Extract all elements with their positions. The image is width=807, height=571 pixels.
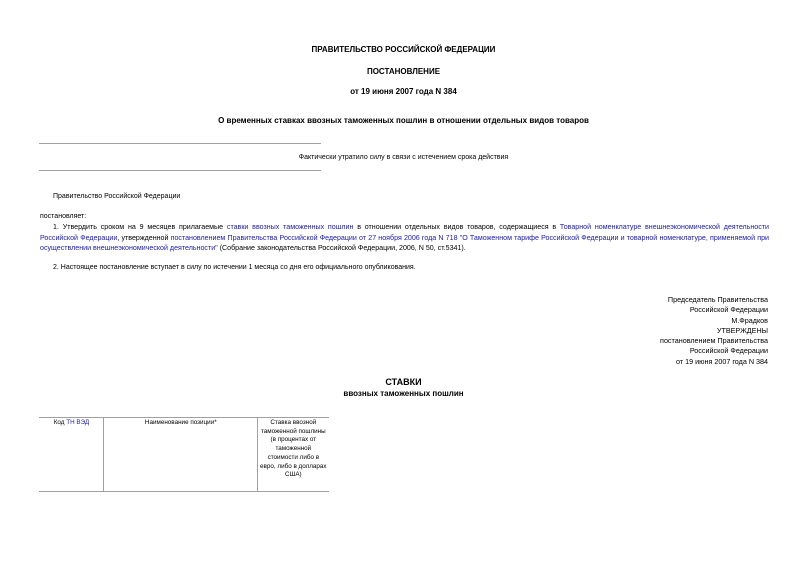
approval-line-3: Российской Федерации <box>689 346 768 356</box>
p1-text-c: , утвержденной <box>117 233 171 242</box>
link-tn-ved-code[interactable]: ТН ВЭД <box>66 419 90 426</box>
divider-top <box>39 143 321 144</box>
column-header-rate: Ставка ввозной таможенной пошлины (в процентах от таможенной стоимости либо в евро, либо в долларах США) <box>260 419 327 479</box>
approval-line-4: от 19 июня 2007 года N 384 <box>675 356 768 366</box>
decrees-text: постановляет: <box>40 213 87 220</box>
status-note: Фактически утратило силу в связи с истечением срока действия <box>298 154 509 161</box>
intro-text: Правительство Российской Федерации <box>53 193 181 200</box>
signature-line-1: Председатель Правительства <box>667 295 768 304</box>
government-title: ПРАВИТЕЛЬСТВО РОССИЙСКОЙ ФЕДЕРАЦИИ <box>311 45 496 54</box>
p1-text-a: 1. Утвердить сроком на 9 месяцев прилагаемые <box>53 223 227 231</box>
signature-block <box>660 295 768 367</box>
divider-bottom <box>39 170 321 171</box>
table-bottom-border <box>39 491 329 492</box>
p1-text-b: в отношении отдельных видов товаров, содержащиеся в <box>353 223 560 231</box>
signature-line-2: Российской Федерации <box>689 305 768 315</box>
doc-subject: О временных ставках ввозных таможенных пошлин в отношении отдельных видов товаров <box>218 116 589 125</box>
table-header-row <box>39 417 329 482</box>
annex-subtitle: ввозных таможенных пошлин <box>343 389 464 398</box>
paragraph-2: 2. Настоящее постановление вступает в силу по истечении 1 месяца со дня его официального опубликования. <box>53 264 416 271</box>
link-rates[interactable]: ставки ввозных таможенных пошлин <box>226 223 354 231</box>
rates-table <box>39 417 329 482</box>
p1-text-d: (Собрание законодательства Российской Федерации, 2006, N 50, ст.5341). <box>217 244 466 252</box>
doc-type: ПОСТАНОВЛЕНИЕ <box>366 67 441 76</box>
approval-line-1: УТВЕРЖДЕНЫ <box>716 325 768 335</box>
paragraph-1 <box>40 222 769 254</box>
link-decree-718[interactable]: постановлением Правительства Российской Федерации от 27 ноября 2006 года N 718 "О Таможенном тарифе Российской Федерации и товарной номенклатуре, применяемой при осуществлении внешнеэкономической деятельности" <box>40 233 769 252</box>
signature-line-3: М.Фрадков <box>731 315 768 325</box>
link-tn-ved[interactable]: Товарной номенклатуре внешнеэкономической деятельности Российской Федерации <box>40 223 769 242</box>
annex-title: СТАВКИ <box>385 377 422 387</box>
approval-line-2: постановлением Правительства <box>660 336 768 346</box>
column-header-code <box>39 417 104 482</box>
doc-date: от 19 июня 2007 года N 384 <box>350 87 457 96</box>
column-header-name: Наименование позиции* <box>144 419 217 426</box>
code-prefix: Код <box>53 419 67 426</box>
